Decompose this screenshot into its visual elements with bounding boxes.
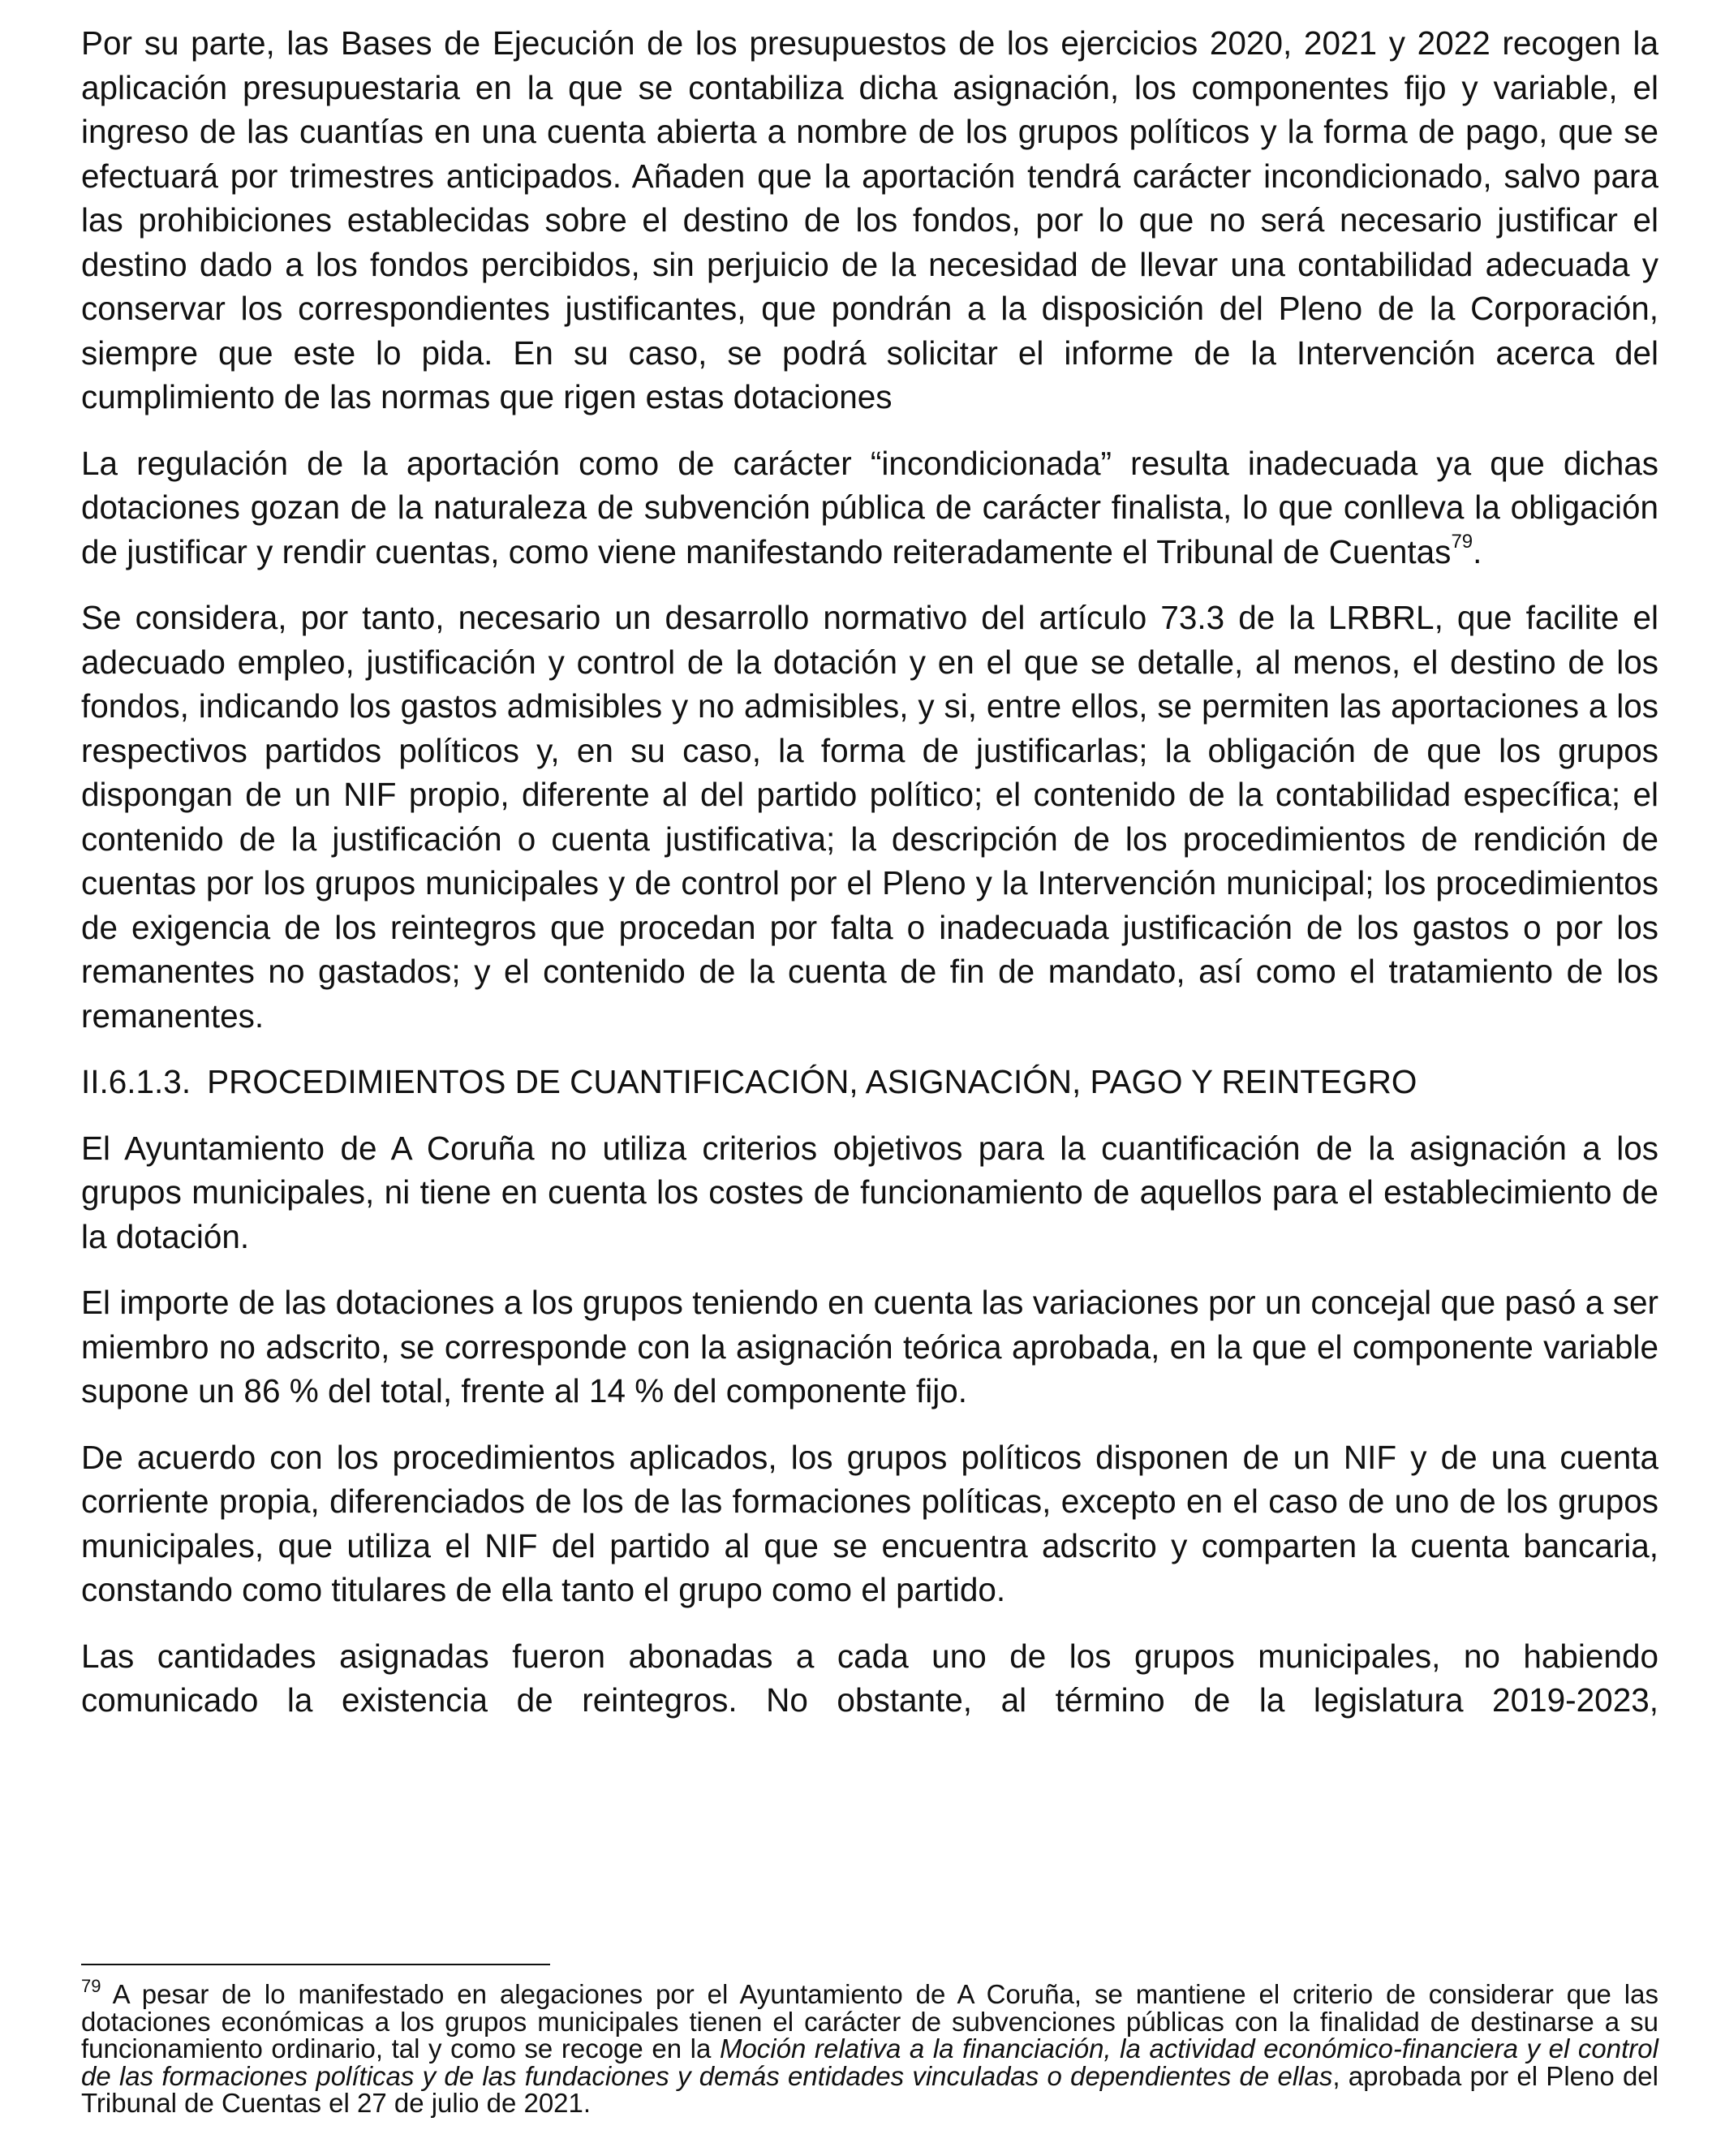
- paragraph-regulacion-aportacion: [81, 441, 1658, 575]
- paragraph-criterios-objetivos: El Ayuntamiento de A Coruña no utiliza criterios objetivos para la cuantificación de la asignación a los grupos municipales, ni tiene en cuenta los costes de funcionamiento de aquellos para el establecimiento de la dotación.: [81, 1129, 1658, 1255]
- paragraph-bases-ejecucion: Por su parte, las Bases de Ejecución de los presupuestos de los ejercicios 2020, 2021 y 2022 recogen la aplicación presupuestaria en la que se contabiliza dicha asignación, los componentes fijo y variable, el ingreso de las cuantías en una cuenta abierta a nombre de los grupos políticos y la forma de pago, que se efectuará por trimestres anticipados. Añaden que la aportación tendrá carácter incondicionado, salvo para las prohibiciones establecidas sobre el destino de los fondos, por lo que no será necesario justificar el destino dado a los fondos percibidos, sin perjuicio de la necesidad de llevar una contabilidad adecuada y conservar los correspondientes justificantes, que pondrán a la disposición del Pleno de la Corporación, siempre que este lo pida. En su caso, se podrá solicitar el informe de la Intervención acerca del cumplimiento de las normas que rigen estas dotaciones: [81, 24, 1658, 415]
- footnote-reference[interactable]: 79: [1451, 531, 1473, 553]
- paragraph-regulacion-end: .: [1473, 532, 1482, 570]
- section-heading-number: II.6.1.3.: [81, 1063, 191, 1100]
- footnote-text-end: , aprobada por el Pleno del Tribunal de Cuentas el 27 de julio de 2021.: [81, 2060, 1658, 2118]
- footnote-number: 79: [81, 1976, 101, 1996]
- document-body: [81, 21, 1658, 1745]
- paragraph-regulacion-text: La regulación de la aportación como de carácter “incondicionada” resulta inadecuada ya que dichas dotaciones gozan de la naturaleza de subvención pública de carácter finalista, lo que conlleva la obligación de justificar y rendir cuentas, como viene manifestando reiteradamente el Tribunal de Cuentas: [81, 444, 1658, 570]
- footnote-italic-title: Moción relativa a la financiación, la actividad económico-financiera y el control de las formaciones políticas y de las fundaciones y demás entidades vinculadas o dependientes de ellas: [81, 2033, 1658, 2091]
- paragraph-nif-cuenta: De acuerdo con los procedimientos aplicados, los grupos políticos disponen de un NIF y de una cuenta corriente propia, diferenciados de los de las formaciones políticas, excepto en el caso de uno de los grupos municipales, que utiliza el NIF del partido al que se encuentra adscrito y comparten la cuenta bancaria, constando como titulares de ella tanto el grupo como el partido.: [81, 1438, 1658, 1608]
- paragraph-cantidades-asignadas: Las cantidades asignadas fueron abonadas a cada uno de los grupos municipales, no habiendo comunicado la existencia de reintegros. No obstante, al término de la legislatura 2019-2023,: [81, 1637, 1658, 1719]
- section-heading: [81, 1060, 1658, 1104]
- paragraph-desarrollo-normativo: Se considera, por tanto, necesario un desarrollo normativo del artículo 73.3 de la LRBRL, que facilite el adecuado empleo, justificación y control de la dotación y en el que se detalle, al menos, el destino de los fondos, indicando los gastos admisibles y no admisibles, y si, entre ellos, se permiten las aportaciones a los respectivos partidos políticos y, en su caso, la forma de justificarlas; la obligación de que los grupos dispongan de un NIF propio, diferente al del partido político; el contenido de la contabilidad específica; el contenido de la justificación o cuenta justificativa; la descripción de los procedimientos de rendición de cuentas por los grupos municipales y de control por el Pleno y la Intervención municipal; los procedimientos de exigencia de los reintegros que procedan por falta o inadecuada justificación de los gastos o por los remanentes no gastados; y el contenido de la cuenta de fin de mandato, así como el tratamiento de los remanentes.: [81, 599, 1658, 1035]
- footnote-text-start: A pesar de lo manifestado en alegaciones por el Ayuntamiento de A Coruña, se mantiene el criterio de considerar que las dotaciones económicas a los grupos municipales tienen el carácter de subvenciones públicas con la finalidad de destinarse a su funcionamiento ordinario, tal y como se recoge en la: [81, 1979, 1658, 2063]
- paragraph-importe-dotaciones: El importe de las dotaciones a los grupos teniendo en cuenta las variaciones por un concejal que pasó a ser miembro no adscrito, se corresponde con la asignación teórica aprobada, en la que el componente variable supone un 86 % del total, frente al 14 % del componente fijo.: [81, 1284, 1658, 1409]
- footnote-79: [81, 1976, 1658, 2118]
- section-heading-text: PROCEDIMIENTOS DE CUANTIFICACIÓN, ASIGNACIÓN, PAGO Y REINTEGRO: [207, 1063, 1417, 1100]
- footnote-separator: [81, 1964, 550, 1965]
